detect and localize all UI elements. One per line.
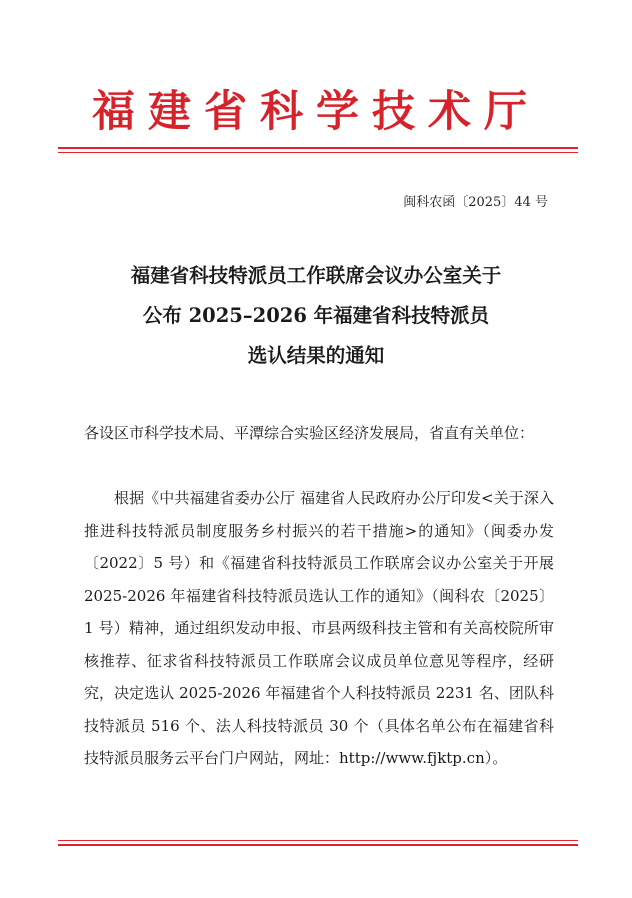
title-line-2: 公布 2025–2026 年福建省科技特派员: [142, 304, 490, 327]
red-divider-top-thin: [58, 152, 578, 153]
title-line-3: 选认结果的通知: [247, 344, 385, 367]
addressee: 各设区市科学技术局、平潭综合实验区经济发展局，省直有关单位：: [84, 424, 535, 442]
body-paragraph: 根据《中共福建省委办公厅 福建省人民政府办公厅印发<关于深入推进科技特派员制度服务乡村振兴的若干措施>的通知》（闽委办发〔2022〕5 号）和《福建省科技特派员工作联席会议办公室关于开展 2025-2026 年福建省科技特派员选认工作的通知》（闽科农〔2025〕1 号）精神，通过组织发动申报、市县两级科技主管和有关高校院所审核推荐、征求省科技特派员工作联席会议成员单位意见等程序，经研究，决定选认 2025-2026 年福建省个人科技特派员 2231 名、团队科技特派员 516 个、法人科技特派员 30 个（具体名单公布在福建省科技特派员服务云平台门户网站，网址：http://www.fjktp.cn）。: [84, 489, 554, 767]
title-line-1: 福建省科技特派员工作联席会议办公室关于: [130, 264, 502, 287]
document-number: 闽科农函〔2025〕44 号: [403, 195, 548, 210]
letterhead-title: 福建省科学技术厅: [92, 87, 540, 137]
red-divider-bottom: [58, 844, 578, 846]
red-divider-top: [58, 147, 578, 149]
document-title: [0, 256, 632, 376]
red-divider-bottom-thin: [58, 840, 578, 841]
